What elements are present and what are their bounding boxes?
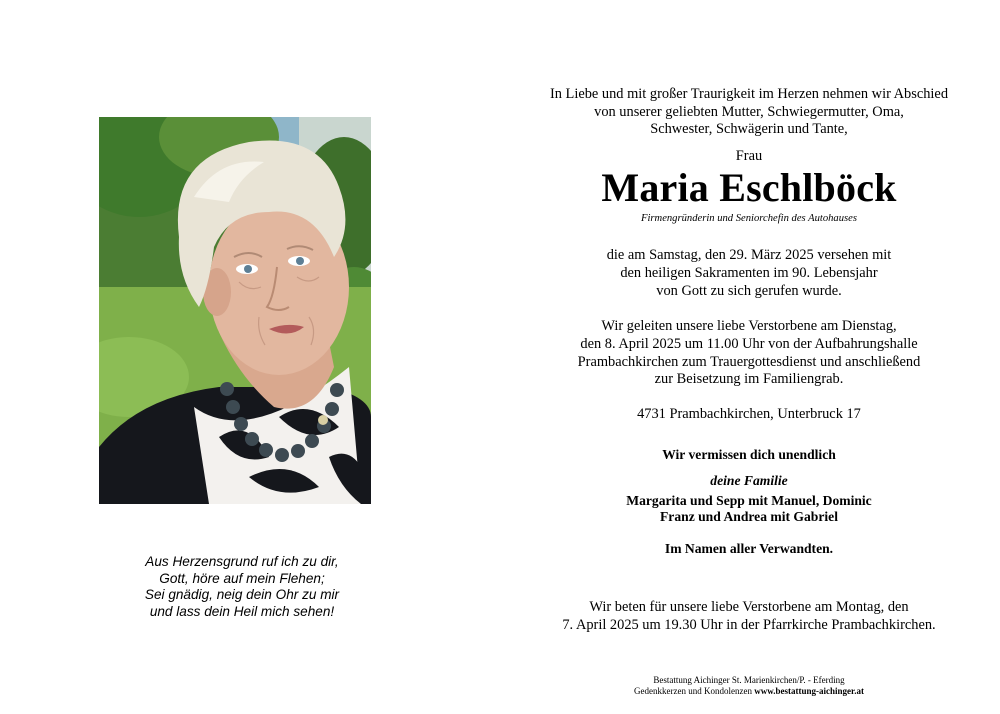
death-notice [520,247,978,300]
prayer-notice [520,599,978,634]
death-line: die am Samstag, den 29. März 2025 versehen mit [606,247,892,263]
death-line: von Gott zu sich gerufen wurde. [656,282,842,299]
family-label: deine Familie [710,473,788,488]
footer-line-2 [520,686,978,697]
death-line: den heiligen Sakramenten im 90. Lebensjahr [620,264,878,281]
verse-line: Sei gnädig, neig dein Ohr zu mir [144,587,340,603]
footer [520,675,978,697]
intro-line: In Liebe und mit großer Traurigkeit im Herzen nehmen wir Abschied [549,86,949,102]
family-members [520,493,978,526]
verse-line: Aus Herzensgrund ruf ich zu dir, [145,554,339,569]
funeral-notice [520,318,978,389]
intro-line: Schwester, Schwägerin und Tante, [650,121,848,138]
portrait-icon [99,117,371,504]
prayer-line: Wir beten für unsere liebe Verstorbene am Montag, den [589,599,909,615]
prayer-line: 7. April 2025 um 19.30 Uhr in der Pfarrkirche Prambachkirchen. [562,616,936,633]
family-line: Margarita und Sepp mit Manuel, Dominic [626,493,872,508]
funeral-line: Prambachkirchen zum Trauergottesdienst und anschließend [577,353,921,370]
verse-line: und lass dein Heil mich sehen! [149,603,335,619]
intro-line: von unserer geliebten Mutter, Schwiegermutter, Oma, [594,103,904,120]
family-line: Franz und Andrea mit Gabriel [660,509,838,525]
footer-line-1: Bestattung Aichinger St. Marienkirchen/P. - Eferding [653,675,845,685]
relatives-line: Im Namen aller Verwandten. [664,541,834,556]
address: 4731 Prambachkirchen, Unterbruck 17 [637,406,861,422]
verse [112,554,372,620]
footer-url-link[interactable]: www.bestattung-aichinger.at [754,686,864,696]
funeral-line: zur Beisetzung im Familiengrab. [654,371,844,388]
miss-line: Wir vermissen dich unendlich [662,447,836,462]
funeral-line: Wir geleiten unsere liebe Verstorbene am Dienstag, [601,318,897,334]
salutation: Frau [735,148,763,164]
verse-line: Gott, höre auf mein Flehen; [159,570,325,586]
footer-prefix: Gedenkkerzen und Kondolenzen [634,686,753,696]
deceased-subtitle: Firmengründerin und Seniorchefin des Autohauses [641,213,857,224]
funeral-line: den 8. April 2025 um 11.00 Uhr von der Aufbahrungshalle [580,335,918,352]
deceased-name: Maria Eschlböck [601,165,897,210]
portrait-photo [99,117,371,504]
intro-text [520,86,978,139]
